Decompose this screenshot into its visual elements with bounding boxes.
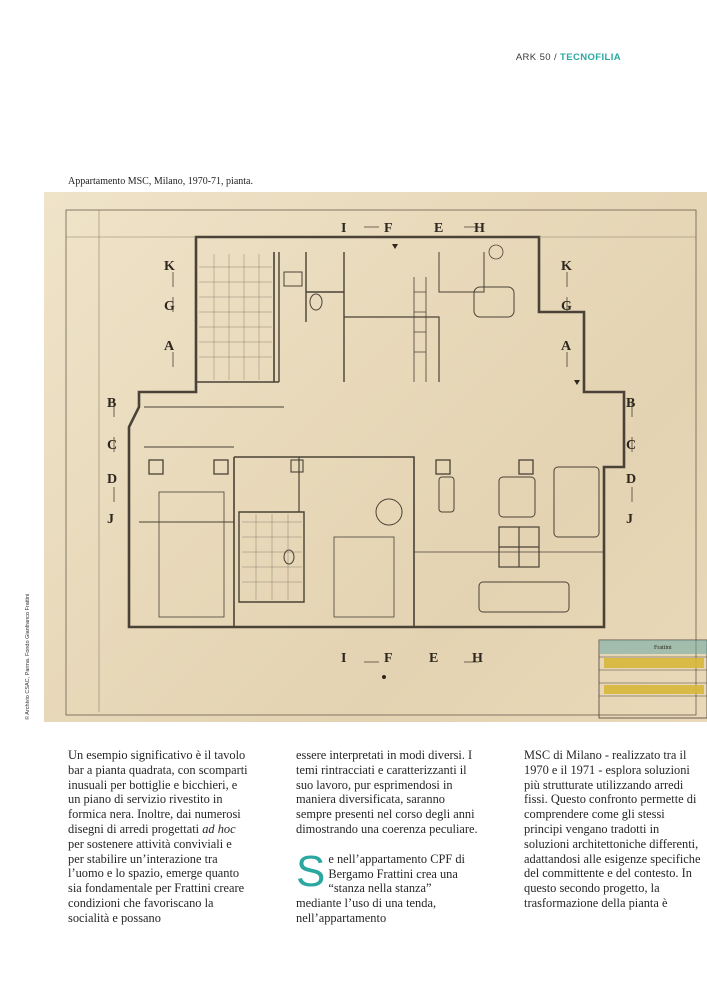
plan-label-right-a: A	[561, 339, 572, 354]
plan-label-right-d: D	[626, 472, 637, 487]
photo-credit: © Archivio CSAC, Parma. Fondo Gianfranco Frattini	[25, 593, 31, 720]
plan-label-bottom-e: E	[429, 651, 439, 666]
plan-label-right-j: J	[626, 512, 633, 527]
drop-cap: S	[296, 846, 326, 896]
figure-caption: Appartamento MSC, Milano, 1970-71, pianta.	[68, 176, 253, 187]
plan-label-left-d: D	[107, 472, 118, 487]
plan-label-top-e: E	[434, 221, 444, 236]
header-separator: /	[553, 52, 557, 63]
paragraph	[68, 748, 250, 926]
running-header	[516, 52, 621, 63]
plan-label-right-c: C	[626, 438, 637, 453]
plan-label-right-b: B	[626, 396, 636, 411]
plan-label-right-k: K	[561, 259, 572, 274]
plan-label-bottom-h: H	[472, 651, 483, 666]
plan-label-left-j: J	[107, 512, 114, 527]
paragraph-text: Un esempio significativo è il tavolo bar a pianta quadrata, con scomparti inusuali per bottiglie e bicchieri, e un piano di servizio rivestito in formica nera. Inoltre, dai numerosi disegni di arredi progettati	[68, 748, 248, 836]
topic-label: TECNOFILIA	[560, 52, 621, 63]
plan-label-left-g: G	[164, 299, 175, 314]
floor-plan-drawing	[44, 192, 707, 722]
paragraph: MSC di Milano - realizzato tra il 1970 e il 1971 - esplora soluzioni più strutturate utilizzando arredi fissi. Questo confronto permette di comprendere come gli stessi principi vengano tradotti in soluzioni architettoniche differenti, adattandosi alle esigenze specifiche del committente e del contesto. In questo secondo progetto, la trasformazione della pianta è	[524, 748, 701, 910]
paragraph-text-continued: per sostenere attività conviviali e per stabilire un’interazione tra l’uomo e lo spazio, emerge quanto sia fondamentale per Frattini creare condizioni che favoriscano la socialità e possano	[68, 836, 245, 925]
plan-label-left-a: A	[164, 339, 175, 354]
plan-label-top-i: I	[341, 221, 347, 236]
paragraph-with-dropcap	[296, 846, 478, 926]
text-column-2	[296, 748, 478, 926]
text-column-1	[68, 748, 250, 926]
paragraph-text: e nell’appartamento CPF di Bergamo Frattini crea una “stanza nella stanza” mediante l’uso di una tenda, nell’appartamento	[296, 851, 465, 925]
plan-label-left-b: B	[107, 396, 117, 411]
plan-label-top-f: F	[384, 221, 393, 236]
paragraph: essere interpretati in modi diversi. I temi rintracciati e caratterizzanti il suo lavoro, pur esprimendosi in maniera diversificata, saranno sempre presenti nel corso degli anni dimostrando una coerenza peculiare.	[296, 748, 478, 836]
plan-label-bottom-i: I	[341, 651, 347, 666]
plan-label-left-c: C	[107, 438, 118, 453]
floor-plan-svg	[44, 192, 707, 722]
section-label: ARK 50	[515, 52, 551, 63]
plan-label-bottom-f: F	[384, 651, 393, 666]
emphasis-text: ad hoc	[202, 821, 236, 836]
text-column-3	[524, 748, 706, 911]
title-block-name: Frattini	[654, 645, 672, 651]
plan-label-right-g: G	[561, 299, 572, 314]
plan-label-left-k: K	[164, 259, 175, 274]
plan-label-top-h: H	[474, 221, 485, 236]
